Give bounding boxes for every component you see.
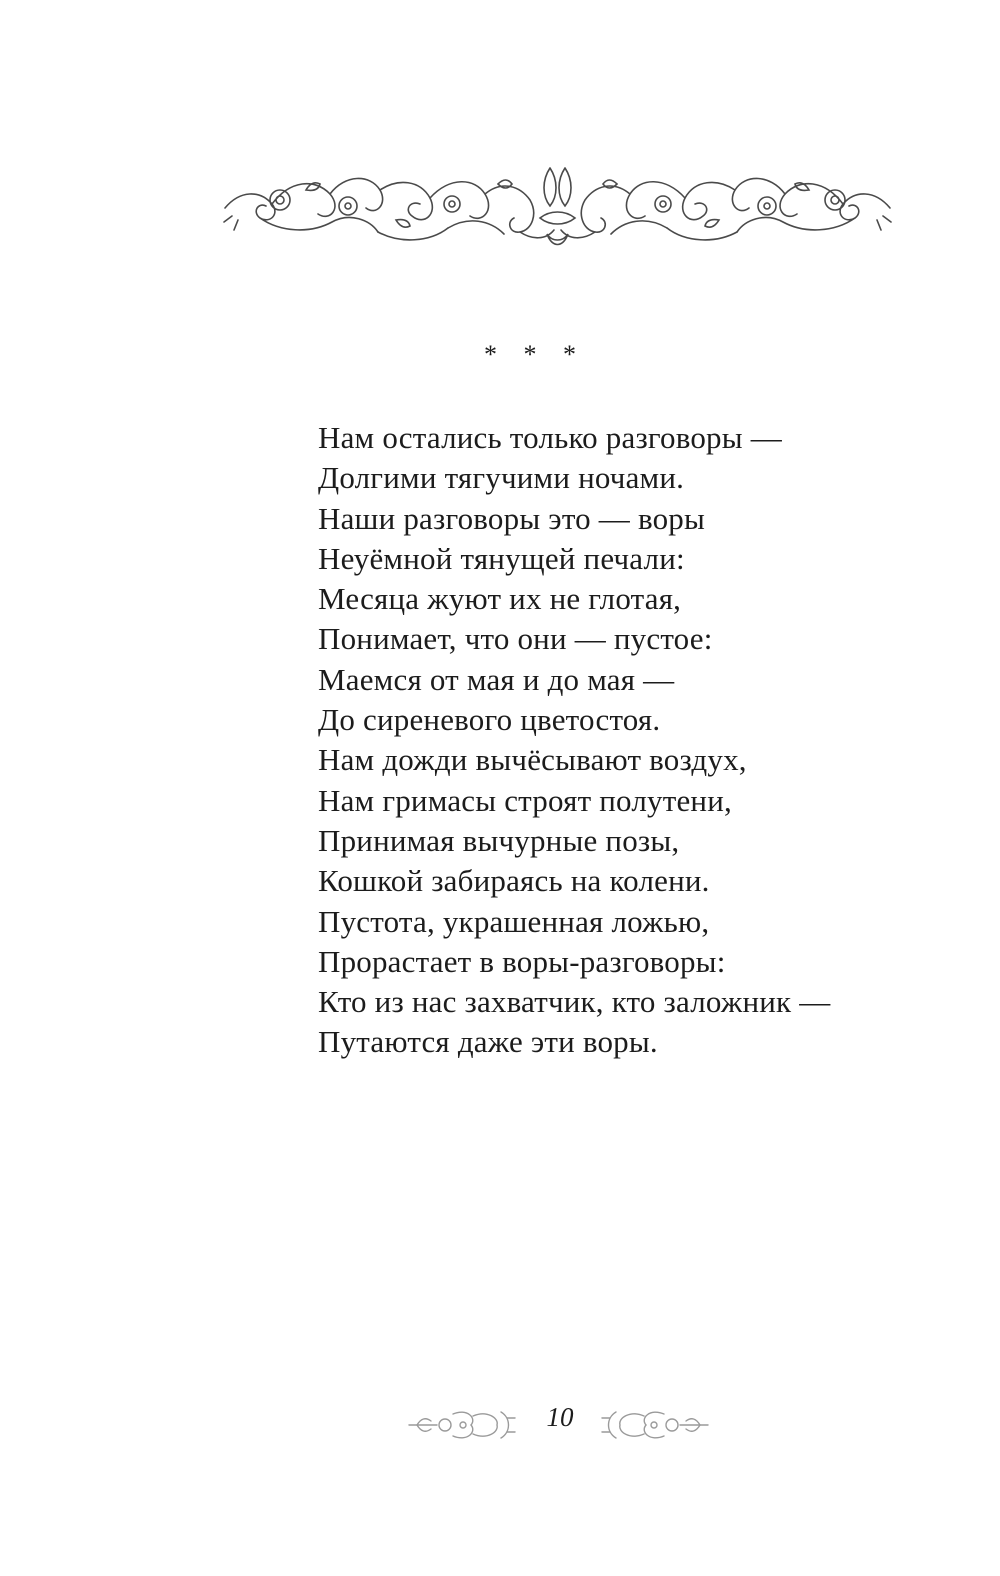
- poem-line: Принимая вычурные позы,: [318, 822, 680, 858]
- poem-line: Кошкой забираясь на колени.: [318, 863, 710, 899]
- page-number: 10: [546, 1402, 574, 1432]
- section-separator: * * *: [484, 340, 586, 369]
- poem-line: Прорастает в воры-разговоры:: [318, 943, 726, 979]
- poem-line: До сиреневого цветостоя.: [318, 702, 661, 738]
- poem-line: Понимает, что они — пустое:: [318, 621, 713, 657]
- poem-line: Кто из нас захватчик, кто заложник —: [318, 984, 831, 1020]
- poem-line: Пустота, украшенная ложью,: [318, 903, 710, 939]
- poem: [318, 418, 958, 1063]
- poem-line: Наши разговоры это — воры: [318, 500, 706, 536]
- poem-line: Нам остались только разговоры —: [318, 420, 782, 455]
- footer-ornament-right: [598, 1404, 710, 1446]
- poem-line: Путаются даже эти воры.: [318, 1024, 658, 1060]
- poem-line: Долгими тягучими ночами.: [318, 460, 685, 496]
- poem-line: Нам гримасы строят полутени,: [318, 782, 732, 818]
- poem-line: Нам дожди вычёсывают воздух,: [318, 742, 747, 778]
- floral-ornament-header: [220, 160, 895, 252]
- footer-ornament-left: [407, 1404, 519, 1446]
- poem-line: Маемся от мая и до мая —: [318, 661, 675, 697]
- poem-line: Неуёмной тянущей печали:: [318, 540, 685, 576]
- page-footer: [0, 1396, 1000, 1456]
- poem-line: Месяца жуют их не глотая,: [318, 581, 682, 617]
